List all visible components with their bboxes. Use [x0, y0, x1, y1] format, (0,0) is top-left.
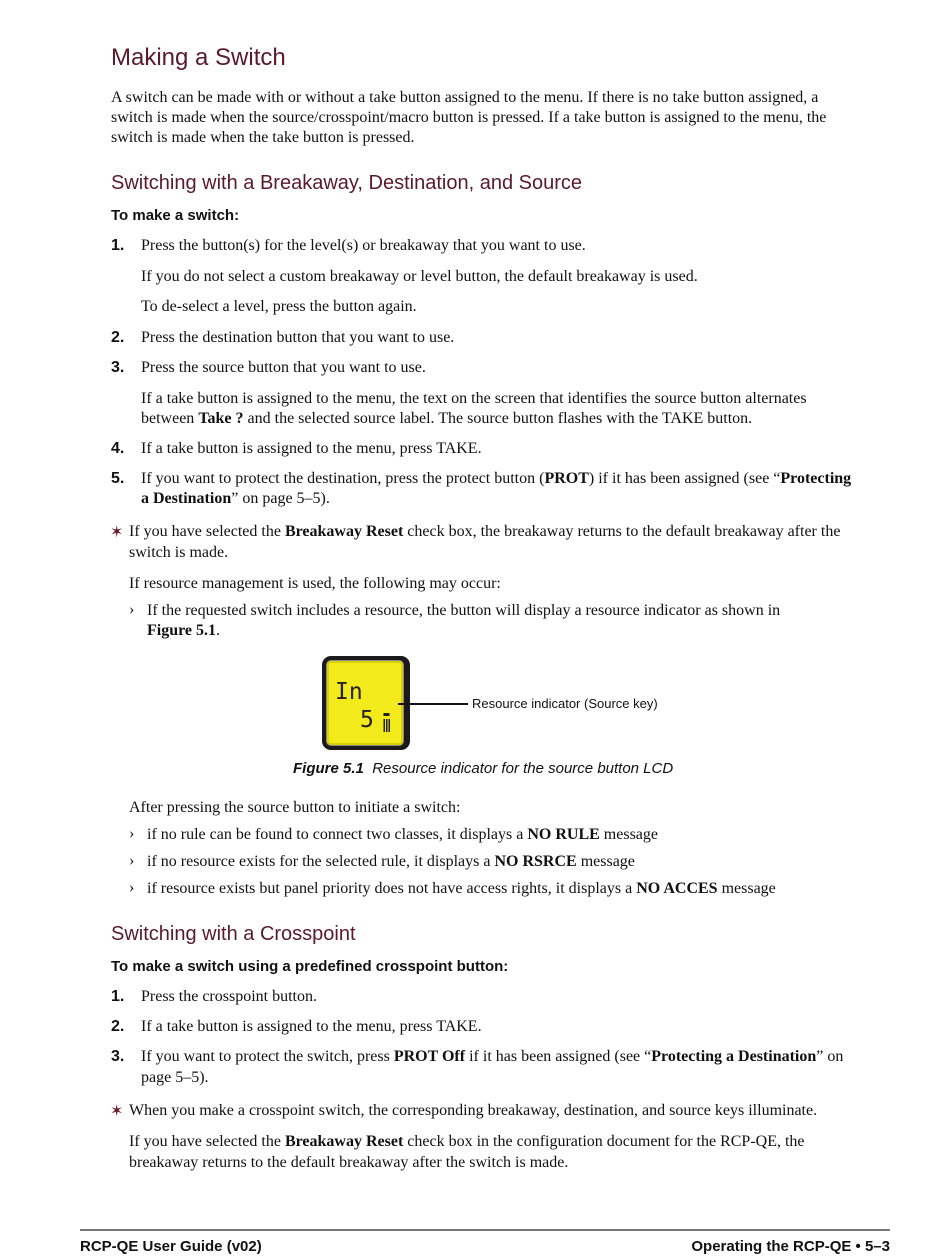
- bullet-mark: ›: [129, 825, 135, 842]
- step-note: To de-select a level, press the button again.: [141, 298, 417, 315]
- final-note: If you have selected the Breakaway Reset check box in the configuration document for the RCP-QE, the: [129, 1133, 805, 1150]
- bullet-mark: ›: [129, 879, 135, 896]
- step-number: 5.: [111, 470, 125, 487]
- resource-figure: [322, 656, 414, 754]
- step-number: 4.: [111, 440, 125, 457]
- footer-right: Operating the RCP-QE • 5–3: [691, 1238, 890, 1255]
- bullet-text: if no resource exists for the selected rule, it displays a NO RSRCE message: [147, 853, 635, 870]
- source-key-lcd: [326, 660, 404, 746]
- bullet-text: Figure 5.1.: [147, 622, 221, 639]
- resource-indicator-icon: [382, 711, 392, 733]
- lcd-line-2: 5: [360, 707, 374, 733]
- bullet-text: if no rule can be found to connect two classes, it displays a NO RULE message: [147, 826, 658, 843]
- protecting-link[interactable]: a Destination: [141, 490, 232, 507]
- step-text: Press the button(s) for the level(s) or breakaway that you want to use.: [141, 237, 586, 254]
- note-text: switch is made.: [129, 544, 229, 561]
- note-star-icon: ✶: [110, 524, 124, 541]
- step-text: If a take button is assigned to the menu, press TAKE.: [141, 440, 482, 457]
- step-text: Press the source button that you want to use.: [141, 359, 426, 376]
- procedure-lead: To make a switch:: [111, 207, 240, 224]
- section-heading-breakaway: Switching with a Breakaway, Destination, and Source: [111, 172, 582, 194]
- protecting-link[interactable]: Protecting a Destination: [651, 1048, 817, 1065]
- step-number: 3.: [111, 359, 125, 376]
- section-heading-crosspoint: Switching with a Crosspoint: [111, 923, 356, 945]
- step-text: Press the destination button that you want to use.: [141, 329, 455, 346]
- step-text: If you want to protect the switch, press PROT Off if it has been assigned (see “Protecting a Destination” on: [141, 1048, 844, 1065]
- step-number: 2.: [111, 1018, 125, 1035]
- step-note: If a take button is assigned to the menu, the text on the screen that identifies the source button alternates: [141, 390, 807, 407]
- after-intro: After pressing the source button to initiate a switch:: [129, 799, 461, 816]
- intro-line-1: A switch can be made with or without a take button assigned to the menu. If there is no take button assigned, a: [111, 89, 819, 106]
- procedure-lead: To make a switch using a predefined crosspoint button:: [111, 958, 509, 975]
- step-text: If a take button is assigned to the menu, press TAKE.: [141, 1018, 482, 1035]
- step-text: If you want to protect the destination, press the protect button (PROT) if it has been assigned (see “Protecting: [141, 470, 852, 487]
- note-text: If you have selected the Breakaway Reset check box, the breakaway returns to the default breakaway after the: [129, 523, 841, 540]
- step-number: 2.: [111, 329, 125, 346]
- step-text: Press the crosspoint button.: [141, 988, 317, 1005]
- step-number: 1.: [111, 988, 125, 1005]
- lcd-line-1: In: [335, 679, 363, 705]
- bullet-mark: ›: [129, 601, 135, 618]
- step-note: If you do not select a custom breakaway or level button, the default breakaway is used.: [141, 268, 698, 285]
- figure-caption: Figure 5.1 Resource indicator for the source button LCD: [293, 760, 674, 777]
- resource-intro: If resource management is used, the following may occur:: [129, 575, 501, 592]
- bullet-mark: ›: [129, 852, 135, 869]
- intro-line-2: switch is made when the source/crosspoint/macro button is pressed. If a take button is assigned to the menu, the: [111, 109, 827, 126]
- intro-line-3: switch is made when the take button is pressed.: [111, 129, 415, 146]
- callout-label: Resource indicator (Source key): [472, 696, 658, 711]
- footer-rule: [80, 1229, 890, 1231]
- step-note: between Take ? and the selected source label. The source button flashes with the TAKE button.: [141, 410, 753, 427]
- protecting-link[interactable]: Protecting: [780, 470, 852, 487]
- bullet-text: if resource exists but panel priority does not have access rights, it displays a NO ACCES message: [147, 880, 776, 897]
- step-text: a Destination” on page 5–5).: [141, 490, 330, 507]
- step-number: 1.: [111, 237, 125, 254]
- callout-line: [398, 703, 468, 705]
- page-title: Making a Switch: [111, 44, 286, 71]
- footer-left: RCP-QE User Guide (v02): [80, 1238, 262, 1255]
- bullet-text: If the requested switch includes a resource, the button will display a resource indicator as shown in: [147, 602, 781, 619]
- note-star-icon: ✶: [110, 1103, 124, 1120]
- final-note: breakaway returns to the default breakaway after the switch is made.: [129, 1154, 569, 1171]
- step-text: page 5–5).: [141, 1069, 209, 1086]
- step-number: 3.: [111, 1048, 125, 1065]
- note-text: When you make a crosspoint switch, the corresponding breakaway, destination, and source keys illuminate.: [129, 1102, 818, 1119]
